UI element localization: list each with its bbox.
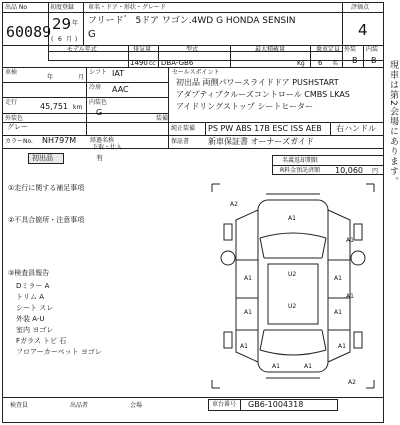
report-item-6: Fガラス トビ 石 xyxy=(16,337,67,345)
capacity-value: 6 xyxy=(318,59,323,67)
warranty-label: 保証書 xyxy=(171,138,190,145)
trim-label: 内装色 xyxy=(89,99,108,106)
sign-label-venue: 会場 xyxy=(130,402,143,409)
section-inspector-report: ③検査員報告 xyxy=(8,269,50,277)
registration-month-unit: 月 xyxy=(66,36,73,43)
selling-point-line-1: 初出品 両側パワースライドドア PUSHSTART xyxy=(176,78,339,87)
exterior-grade: B xyxy=(352,56,358,65)
options-label: 純正装備 xyxy=(171,125,196,132)
options-value: PS PW ABS 17B ESC ISS AEB xyxy=(208,124,322,133)
damage-mark: A1 xyxy=(346,293,354,300)
recycle-value: 10,060 xyxy=(335,166,363,175)
recycle-unit: 円 xyxy=(372,168,379,175)
max-load-label: 最大積載量 xyxy=(255,46,286,53)
report-item-4: 外装 A-U xyxy=(16,315,45,323)
section-mileage-notes: ①走行に関する補足事項 xyxy=(8,184,85,192)
damage-mark: A1 xyxy=(334,275,342,282)
score-label: 評価点 xyxy=(351,4,370,11)
trim-value: G xyxy=(96,108,103,117)
damage-mark: A1 xyxy=(288,215,296,222)
color-label: 外装色 xyxy=(5,115,24,122)
damage-mark: A2 xyxy=(348,379,356,386)
shift-value: IAT xyxy=(112,69,125,78)
sign-label-seller: 出品者 xyxy=(70,402,89,409)
registration-month-close: ) xyxy=(75,36,78,43)
warranty-value: 新車保証書 オーナーズガイド xyxy=(208,137,314,146)
registration-month-open: ( xyxy=(51,36,54,43)
location-note: 現車は第2会場にあります。 xyxy=(388,60,398,187)
aircon-label: 冷房 xyxy=(89,84,102,91)
registration-month: 6 xyxy=(58,36,62,43)
report-item-7: フロアーカーペット ヨゴレ xyxy=(16,348,102,356)
report-item-2: トリム A xyxy=(16,293,45,301)
exhibit-no-label: 出品 No xyxy=(5,4,28,11)
mileage-label: 走行 xyxy=(5,99,18,106)
color-no-label: カラーNo. xyxy=(5,138,33,145)
inspection-year-unit: 年 xyxy=(47,74,54,81)
registration-year: 29 xyxy=(52,15,72,33)
model-label: 車名・ドア・形状・グレード xyxy=(88,4,166,11)
mileage-value: 45,751 xyxy=(40,102,68,111)
section-defect-notes: ②不具合箇所・注意事項 xyxy=(8,216,85,224)
color-value: グレー xyxy=(7,123,28,131)
damage-mark: A1 xyxy=(304,363,312,370)
damage-mark: A1 xyxy=(240,343,248,350)
interior-grade: B xyxy=(371,56,377,65)
inspection-label: 車検 xyxy=(5,69,18,76)
damage-mark: A1 xyxy=(346,237,354,244)
history-note: 下取・仕入 xyxy=(92,144,123,151)
capacity-unit: 名 xyxy=(332,60,339,67)
damage-mark: A1 xyxy=(334,309,342,316)
car-damage-diagram xyxy=(208,180,378,392)
exhibit-no: 60089 xyxy=(6,23,52,41)
first-registration-label: 初度登録 xyxy=(50,4,75,11)
damage-mark: A1 xyxy=(244,275,252,282)
deadline-label: 名義返却期限 xyxy=(282,157,319,164)
vin-label: 車台番号 xyxy=(212,401,237,408)
damage-mark: A1 xyxy=(338,343,346,350)
damage-mark: A2 xyxy=(230,201,238,208)
selling-point-line-3: アイドリングストップ シートヒーター xyxy=(176,102,314,111)
selling-point-line-2: アダプティブクルーズコントロール CMBS LKAS xyxy=(176,90,350,99)
aircon-value: AAC xyxy=(112,85,129,94)
inspection-month-unit: 月 xyxy=(78,74,85,81)
damage-mark: U2 xyxy=(288,271,297,278)
type-code: DBA-GB6 xyxy=(161,59,194,67)
mileage-unit: km xyxy=(73,104,83,111)
damage-mark: A1 xyxy=(272,363,280,370)
model-year-label: モデル年式 xyxy=(67,46,97,53)
displacement-value: 1490 xyxy=(130,59,148,67)
history-label: 経過名称 xyxy=(90,137,115,144)
exterior-label: 外装 xyxy=(344,46,357,53)
selling-points-label: セールスポイント xyxy=(172,69,220,76)
first-listing-label: 初出品 xyxy=(32,154,53,162)
vin-value: GB6-1004318 xyxy=(248,400,304,409)
displacement-unit: cc xyxy=(149,60,156,67)
recycle-label: R料金預託済額 xyxy=(280,167,321,174)
report-item-1: Dミラー A xyxy=(16,282,50,290)
damage-mark: A1 xyxy=(244,309,252,316)
capacity-label: 乗車定員 xyxy=(316,46,341,53)
registration-year-unit: 年 xyxy=(72,20,79,27)
max-load-unit: Kg xyxy=(297,60,305,67)
score-value: 4 xyxy=(358,21,368,39)
first-listing-marker: 有 xyxy=(96,154,103,162)
model-line-1: フリード゛ 5ドア ワゴン.4WD G HONDA SENSIN xyxy=(88,16,296,26)
report-item-3: シート スレ xyxy=(16,304,54,312)
sign-label-inspector: 検査員 xyxy=(10,402,29,409)
color-no-value: NH797M xyxy=(42,136,77,145)
report-item-5: 室内 ヨゴレ xyxy=(16,326,54,334)
displacement-label: 排気量 xyxy=(133,46,152,53)
interior-label: 内装 xyxy=(366,46,379,53)
shift-label: シフト xyxy=(89,69,108,76)
type-label: 型式 xyxy=(186,46,199,53)
steering-value: 右ハンドル xyxy=(336,124,376,133)
damage-mark: U2 xyxy=(288,303,297,310)
model-line-2: G xyxy=(88,29,96,40)
equipment-label: 装備 xyxy=(156,115,169,122)
